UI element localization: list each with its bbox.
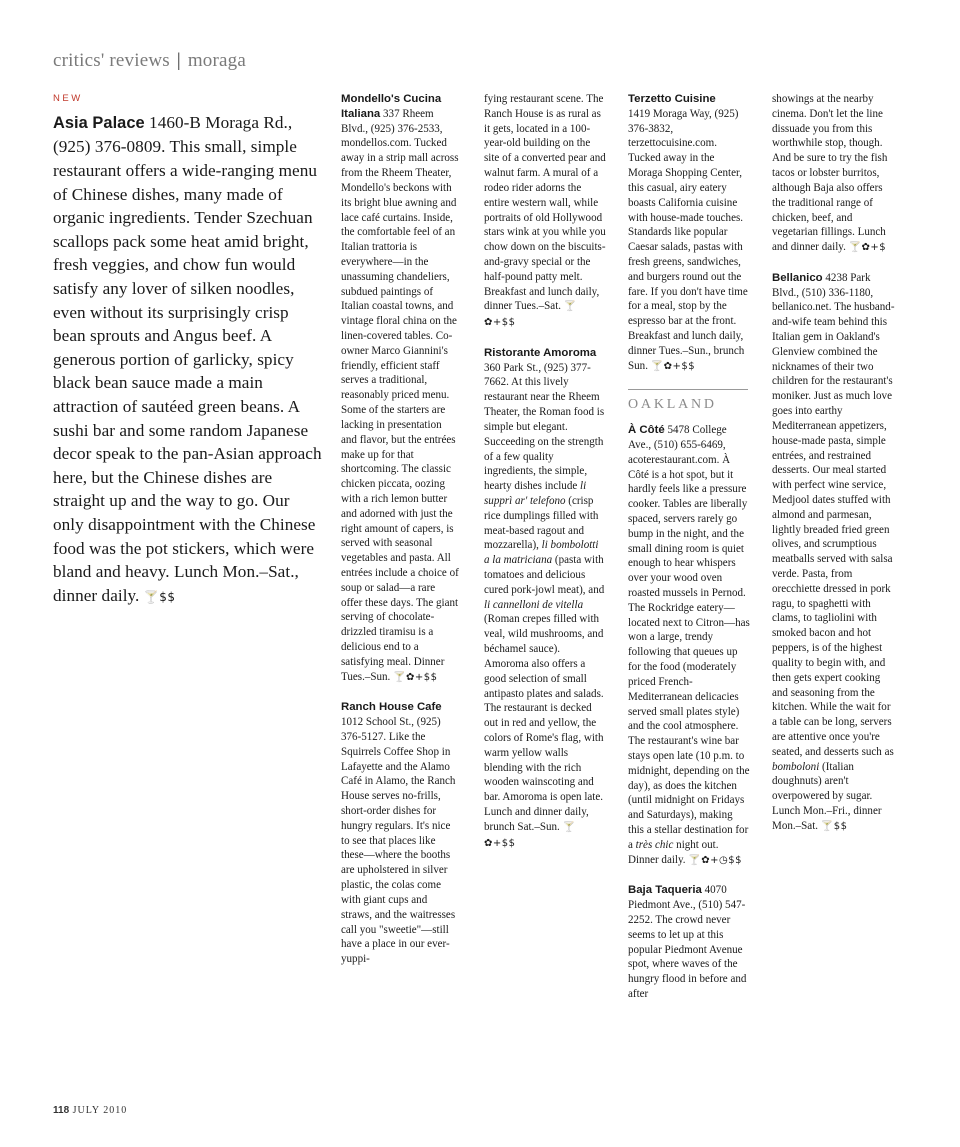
page-number: 118 — [53, 1105, 70, 1116]
column-2 — [484, 92, 606, 866]
restaurant-name: Terzetto Cuisine — [628, 93, 716, 105]
rating-symbols: 🍸✿+◷$$ — [688, 854, 743, 866]
restaurant-name: Bellanico — [772, 271, 823, 284]
issue-date: JULY 2010 — [72, 1105, 128, 1116]
lead-review-text — [53, 111, 323, 609]
column-1 — [341, 92, 459, 982]
review-baja-taqueria-cont — [772, 92, 898, 256]
review-terzetto — [628, 92, 750, 374]
review-body: 337 Rheem Blvd., (925) 376-2533, mondellos.com. Tucked away in a strip mall across from the Rheem Theater, Mondello's beckons with its bright blue awning and lace café curtains. Inside, the comfortable feel of an Italian trattoria is everywhere—in the unassuming chandeliers, subdued paintings of Italian coastal towns, and vintage floral china on the linen-covered tables. Co-owner Marco Giannini's friendly, efficient staff serves a traditional, reasonably priced menu. Some of the starters are lacking in presentation and flavor, but the entrées make up for that shortcoming. The classic chicken piccata, oozing with a rich lemon butter and adorned with just the right amount of capers, is served with seasonal vegetables and pasta. All entrées include a choice of soup or salad—a rare offer these days. The giant serving of chocolate-drizzled tiramisu is a delicious end to a satisfying meal. Dinner Tues.–Sun. — [341, 107, 459, 683]
review-body: fying restaurant scene. The Ranch House is as rural as it gets, located in a 100-year-old building on the site of a converted pear and walnut farm. A mural of a rodeo rider adorns the entire western wall, while portraits of old Hollywood stars wink at you while you chow down on the biscuits-and-gravy special or the half-pound patty melt. Breakfast and lunch daily, dinner Tues.–Sat. — [484, 93, 606, 313]
restaurant-name: Baja Taqueria — [628, 884, 702, 897]
section-divider — [628, 389, 748, 390]
review-body: (crisp rice dumplings filled with meat-based ragout and mozzarella), — [484, 494, 599, 552]
rating-symbols: 🍸✿+$$ — [484, 821, 576, 849]
restaurant-name: Ristorante Amoroma — [484, 346, 597, 359]
review-bellanico — [772, 271, 898, 835]
rating-symbols: 🍸✿+$$ — [393, 671, 438, 683]
restaurant-name: Mondello's Cucina Italiana — [341, 93, 442, 120]
restaurant-name: À Côté — [628, 424, 665, 437]
rating-symbols: 🍸✿+$ — [848, 242, 887, 254]
review-body: 360 Park St., (925) 377-7662. At this lively restaurant near the Rheem Theater, the Roman food is simple but elegant. Succeeding on the strength of a few quality ingredients, the simple, hearty dishes include — [484, 361, 605, 493]
review-body: 1460-B Moraga Rd., (925) 376-0809. This small, simple restaurant offers a wide-ranging menu of Chinese dishes, many made of organic ingredients. Tender Szechuan scallops pack some heat amid bright, fresh veggies, and chow fun would satisfy any lover of silken noodles, even without its surprisingly crisp bean sprouts and Angus beef. A generous portion of garlicky, spicy black bean sauce made a main attraction of sautéed green beans. A sushi bar and some random Japanese decor speak to the pan-Asian approach here, but the Chinese dishes are straight up and the way to go. Our only disappointment with the Chinese food was the pot stickers, which were bland and heavy. Lunch Mon.–Sat., dinner daily. — [53, 112, 322, 605]
review-a-cote — [628, 423, 750, 868]
review-body: (pasta with tomatoes and delicious cured pork-jowl meat), and — [484, 554, 605, 596]
review-body: (Roman crepes filled with veal, wild mushrooms, and béchamel sauce). Amoroma also offers a good selection of small antipasto plates and salads. The restaurant is decked out in red and yellow, the colors of Rome's flag, with warm yellow walls blending with the rich wooden wainscoting and bar. Amoroma is open late. Lunch and dinner daily, brunch Sat.–Sun. — [484, 613, 604, 833]
restaurant-name: Ranch House Cafe — [341, 701, 442, 714]
dish-name: li cannelloni de vitella — [484, 598, 584, 611]
review-body: showings at the nearby cinema. Don't let the line dissuade you from this worthwhile stop, though. And be sure to try the fish tacos or lobster burritos, although Baja also offers the traditional range of chicken, beef, and vegetarian fillings. Lunch and dinner daily. — [772, 93, 888, 254]
review-body: 5478 College Ave., (510) 655-6469, acoterestaurant.com. À Côté is a hot spot, but it hardly feels like a pressure cooker. Tables are liberally spaced, servers rarely go bump in the night, and the small dining room is quiet enough to hear whispers over your wood oven roasted mussels in Pernod. The Rockridge eatery—located next to Citron—has won a large, trendy following that queues up for the food (moderately priced French-Mediterranean delicacies served small plates style) and the cool atmosphere. The restaurant's wine bar stays open late (10 p.m. to midnight, depending on the day), as does the kitchen (until midnight on Fridays and Saturdays), making this a stellar destination for a — [628, 424, 750, 851]
rating-symbols: 🍸$$ — [820, 820, 848, 832]
review-body: 1419 Moraga Way, (925) 376-3832, terzettocuisine.com. Tucked away in the Moraga Shopping Center, this casual, airy eatery boasts California cuisine with house-made touches. Standards like popular Caesar salads, pastas with fresh greens, sandwiches, and burgers round out the fare. If you don't have time for a meal, stop by the espresso bar at the front. Breakfast and lunch daily, dinner Tues.–Sun., brunch Sun. — [628, 107, 748, 372]
review-body: night out. Dinner daily. — [628, 838, 719, 866]
section-header — [53, 50, 246, 72]
rating-symbols: 🍸✿+$$ — [650, 360, 696, 372]
review-body: 1012 School St., (925) 376-5127. Like the Squirrels Coffee Shop in Lafayette and the Alamo Café in Alamo, the Ranch House serves no-frills, short-order dishes for hungry regulars. It's nice to see that places like these—where the booths are upholstered in silver plastic, the colas come with giant cups and straws, and the waitresses call you "sweetie"—still have a place in our ever-yuppi- — [341, 716, 456, 966]
review-body: 4070 Piedmont Ave., (510) 547-2252. The crowd never seems to let up at this popular Piedmont Avenue spot, where waves of the hungry flood in before and after — [628, 884, 747, 1000]
review-mondello — [341, 92, 459, 686]
review-ranch-house — [341, 700, 459, 967]
dish-name: li supprì ar' telefono — [484, 480, 587, 507]
lead-review — [53, 92, 323, 609]
location-title: moraga — [187, 50, 246, 71]
italic-phrase: bomboloni — [772, 760, 820, 773]
page-footer — [53, 1105, 127, 1116]
review-amoroma — [484, 346, 606, 852]
dish-name: li bombolotti a la matriciana — [484, 539, 599, 567]
header-separator: | — [176, 50, 181, 71]
review-ranch-house-cont — [484, 92, 606, 331]
italic-phrase: très chic — [635, 838, 674, 851]
new-tag: NEW — [53, 93, 83, 104]
column-4 — [772, 92, 898, 849]
rating-symbols: 🍸✿+$$ — [484, 301, 577, 329]
rating-symbols: 🍸$$ — [143, 589, 176, 604]
section-heading-oakland: OAKLAND — [628, 397, 717, 413]
column-3 — [628, 92, 750, 1017]
review-baja-taqueria — [628, 883, 750, 1002]
review-body: (Italian doughnuts) aren't overpowered by sugar. Lunch Mon.–Fri., dinner Mon.–Sat. — [772, 760, 882, 832]
section-title: critics' reviews — [53, 50, 170, 71]
restaurant-name: Asia Palace — [53, 113, 145, 132]
review-body: 4238 Park Blvd., (510) 336-1180, bellanico.net. The husband-and-wife team behind this Italian gem in Oakland's Glenview combined the nicknames of their two children for the restaurant's moniker. Just as much love goes into earthy Mediterranean appetizers, house-made pasta, simple entrées, and restrained desserts. Our meal started with perfect wine service, Medjool dates stuffed with almond and parmesan, lightly breaded fried green olives, and scrumptious meatballs served with salsa verde. Pasta, from orecchiette dressed in pork ragu, to spaghetti with clams, to tagliolini with smoked bacon and hot peppers, is of the highest quality to begin with, and then gets expert cooking and seasoning from the kitchen. While the wait for a table can be long, servers are attentive once you're seated, and desserts such as — [772, 271, 895, 758]
